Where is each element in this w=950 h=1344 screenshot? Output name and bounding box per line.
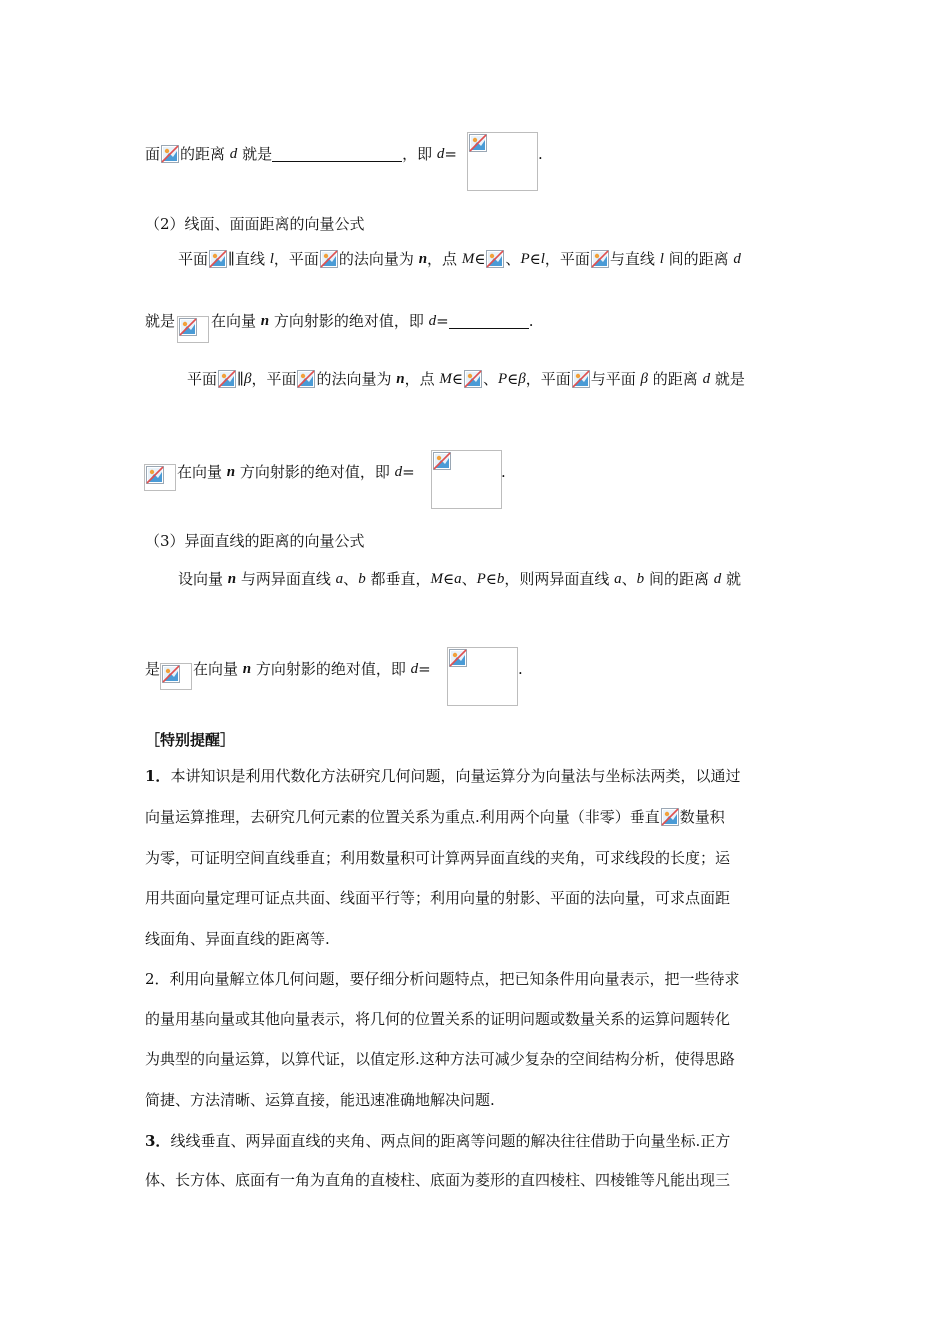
broken-image-icon [179,318,197,336]
formula-image-frame [177,316,209,343]
broken-image-icon [486,250,504,268]
answer-blank [272,147,402,162]
formula-image-frame [467,132,538,191]
broken-image-icon [297,370,315,388]
reminder-paragraph-3: 3．线线垂直、两异面直线的夹角、两点间的距离等问题的解决往往借助于向量坐标.正方 [145,1132,731,1150]
broken-image-icon [449,649,467,667]
broken-image-icon [464,370,482,388]
line-point-plane-distance: 面 的距离 d 就是 ，即 d= [145,145,457,163]
formula-image-frame [160,663,192,690]
formula-image-frame [447,647,518,706]
reminder-title: ［特别提醒］ [145,731,236,749]
reminder-paragraph-2: 2．利用向量解立体几何问题，要仔细分析问题特点，把已知条件用向量表示，把一些待求 [145,970,740,988]
broken-image-icon [146,466,164,484]
broken-image-icon [218,370,236,388]
broken-image-icon [161,145,179,163]
section-heading-2: （2）线面、面面距离的向量公式 [145,215,365,233]
reminder-paragraph-1: 1．本讲知识是利用代数化方法研究几何问题，向量运算分为向量法与坐标法两类，以通过 [145,767,741,785]
answer-blank [449,314,529,329]
section-heading-3: （3）异面直线的距离的向量公式 [145,532,365,550]
formula-image-frame [144,464,176,491]
broken-image-icon [469,134,487,152]
broken-image-icon [572,370,590,388]
broken-image-icon [209,250,227,268]
line-skew-lines-distance: 设向量 n 与两异面直线 a、b 都垂直，M∈a、P∈b，则两异面直线 a、b 间的距离 d 就 [178,570,741,588]
broken-image-icon [591,250,609,268]
broken-image-icon [661,808,679,826]
broken-image-icon [162,665,180,683]
line-plane-plane-distance: 平面 ∥β，平面 的法向量为 n，点 M∈ 、P∈β，平面 与平面 β 的距离 d 就是 [187,370,745,388]
line-line-plane-distance: 平面 ∥直线 l，平面 的法向量为 n，点 M∈ 、P∈l，平面 与直线 l 间的距离 d [178,250,741,268]
broken-image-icon [320,250,338,268]
broken-image-icon [433,452,451,470]
formula-image-frame [431,450,502,509]
